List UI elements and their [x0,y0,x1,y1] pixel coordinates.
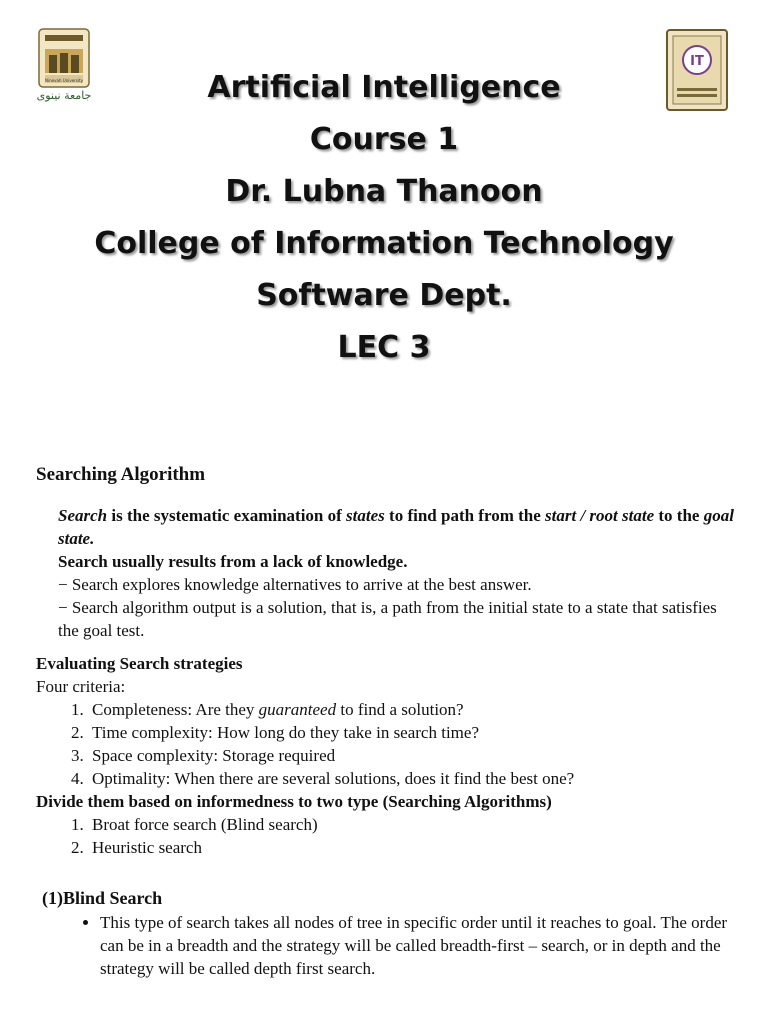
college-name: College of Information Technology [94,226,674,261]
left-logo-subtext: Ninevah University [45,78,83,83]
bullet-output: − Search algorithm output is a solution, that is, a path from the initial state to a state that satisfies the goal test. [58,598,717,640]
criteria-list [36,698,736,790]
type-item: 2. Heuristic search [88,836,736,859]
bullet-explores: − Search explores knowledge alternatives to arrive at the best answer. [58,575,532,594]
criteria-emphasis: guaranteed [258,700,337,719]
lecturer-name: Dr. Lubna Thanoon [225,174,543,209]
course-name: Artificial Intelligence [207,70,561,105]
criteria-item [88,698,736,721]
term-states: states [346,506,385,525]
blind-search-list [42,911,736,980]
department-name: Software Dept. [256,278,512,313]
evaluating-title: Evaluating Search strategies [36,654,243,673]
def-text-3: to the [654,506,704,525]
type-item: 1. Broat force search (Blind search) [88,813,736,836]
criteria-text: Space complexity: Storage required [92,746,336,765]
types-list [36,813,736,859]
lecture-title-block [0,62,768,374]
term-start: start / root state [545,506,655,525]
criteria-intro: Four criteria: [36,677,126,696]
lack-of-knowledge: Search usually results from a lack of knowledge. [58,552,408,571]
course-number: Course 1 [309,122,459,157]
criteria-item [88,721,736,744]
criteria-text-end: to find a solution? [336,700,464,719]
lecture-content [36,462,736,980]
lecture-number: LEC 3 [337,330,431,365]
right-logo-text: IT [690,54,704,69]
term-search: Search [58,506,108,525]
def-text-1: is the systematic examination of [107,506,347,525]
criteria-text: Time complexity: How long do they take in search time? [92,723,479,742]
divide-title: Divide them based on informedness to two type (Searching Algorithms) [36,792,552,811]
blind-search-section [42,885,736,980]
search-definition [58,504,736,642]
criteria-item [88,744,736,767]
criteria-item [88,767,736,790]
section-title: Searching Algorithm [36,464,206,485]
blind-search-description: • This type of search takes all nodes of tree in specific order until it reaches to goal. The order can be in a breadth and the strategy will be called breadth-first – search, or in depth and the strategy will be called depth first search. [100,911,736,980]
criteria-text: Optimality: When there are several solutions, does it find the best one? [92,769,575,788]
blind-search-title: (1)Blind Search [42,888,163,908]
term-goal: goal state. [58,506,734,548]
def-text-2: to find path from the [384,506,546,525]
left-logo-arabic: جامعة نينوى [36,89,92,102]
criteria-text: Completeness: Are they [92,700,259,719]
